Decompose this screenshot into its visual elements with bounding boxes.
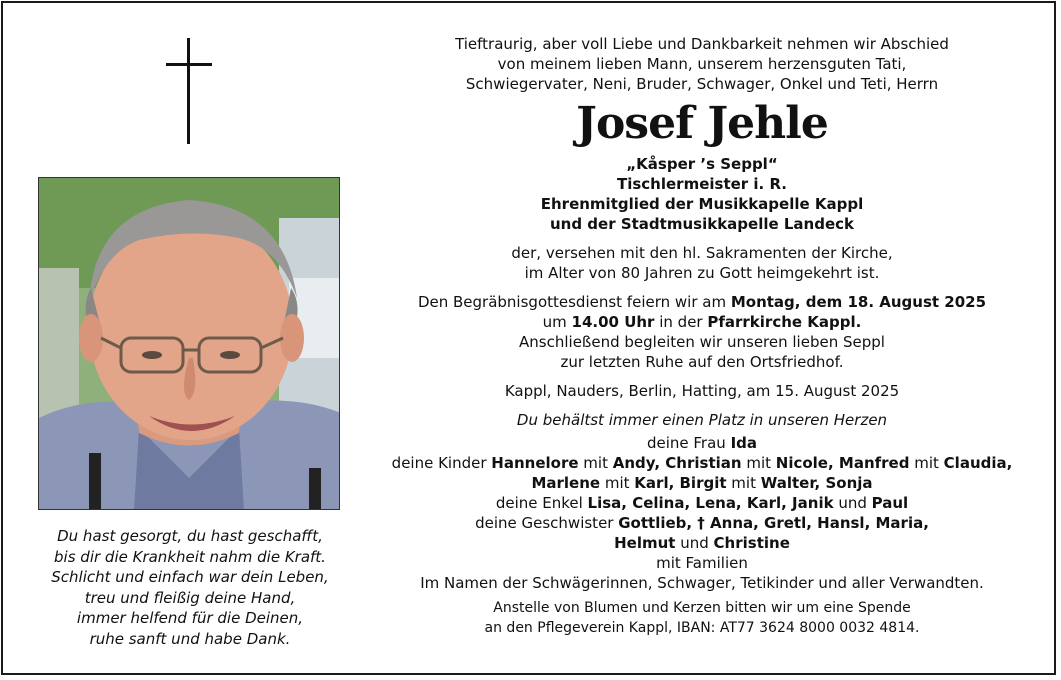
title-line: und der Stadtmusikkapelle Landeck xyxy=(549,215,855,233)
intro-line: Tieftraurig, aber voll Liebe und Dankbarkeit nehmen wir Abschied xyxy=(455,35,949,53)
notice-text xyxy=(372,34,1032,638)
nickname: „Kåsper ’s Seppl“ xyxy=(626,155,778,173)
poem-line: Schlicht und einfach war dein Leben, xyxy=(51,568,329,586)
cross-icon xyxy=(166,38,212,144)
family-children-2: Marlene mit Karl, Birgit mit Walter, Sonja xyxy=(531,474,873,492)
title-line: Tischlermeister i. R. xyxy=(616,175,787,193)
funeral-line-2: um 14.00 Uhr in der Pfarrkirche Kappl. xyxy=(542,313,862,331)
funeral-line-1: Den Begräbnisgottesdienst feiern wir am Montag, dem 18. August 2025 xyxy=(417,293,987,311)
intro-line: Schwiegervater, Neni, Bruder, Schwager, Onkel und Teti, Herrn xyxy=(465,75,939,93)
place-date: Kappl, Nauders, Berlin, Hatting, am 15. August 2025 xyxy=(504,382,900,400)
title-line: Ehrenmitglied der Musikkapelle Kappl xyxy=(540,195,864,213)
poem-line: ruhe sanft und habe Dank. xyxy=(89,629,291,648)
poem-line: bis dir die Krankheit nahm die Kraft. xyxy=(54,547,326,566)
donation-line: an den Pflegeverein Kappl, IBAN: AT77 3624 8000 0032 4814. xyxy=(484,620,920,636)
family-siblings-2: Helmut und Christine xyxy=(614,534,790,552)
poem-line: Du hast gesorgt, du hast geschafft, xyxy=(57,527,323,545)
poem-line: treu und fleißig deine Hand, xyxy=(84,588,296,607)
family-wife: deine Frau Ida xyxy=(646,434,758,452)
deceased-name: Josef Jehle xyxy=(576,98,828,149)
poem-line: immer helfend für die Deinen, xyxy=(76,609,304,627)
portrait-photo xyxy=(38,177,340,510)
funeral-line-3: Anschließend begleiten wir unseren lieben Seppl xyxy=(519,333,885,351)
intro-line: von meinem lieben Mann, unserem herzensguten Tati, xyxy=(497,55,907,73)
family-grandchildren: deine Enkel Lisa, Celina, Lena, Karl, Janik und Paul xyxy=(495,494,909,512)
poem xyxy=(20,526,360,649)
donation-line: Anstelle von Blumen und Kerzen bitten wir um eine Spende xyxy=(493,600,911,616)
family-siblings-1: deine Geschwister Gottlieb, † Anna, Gretl, Hansl, Maria, xyxy=(475,514,929,532)
death-line: der, versehen mit den hl. Sakramenten der Kirche, xyxy=(511,244,893,262)
family-with-families: mit Familien xyxy=(656,554,748,572)
motto: Du behältst immer einen Platz in unseren Herzen xyxy=(516,411,888,429)
funeral-line-4: zur letzten Ruhe auf den Ortsfriedhof. xyxy=(560,353,844,371)
death-line: im Alter von 80 Jahren zu Gott heimgekehrt ist. xyxy=(524,264,880,282)
family-relatives: Im Namen der Schwägerinnen, Schwager, Tetikinder und aller Verwandten. xyxy=(420,574,984,592)
family-children-1: deine Kinder Hannelore mit Andy, Christian mit Nicole, Manfred mit Claudia, xyxy=(391,454,1013,472)
